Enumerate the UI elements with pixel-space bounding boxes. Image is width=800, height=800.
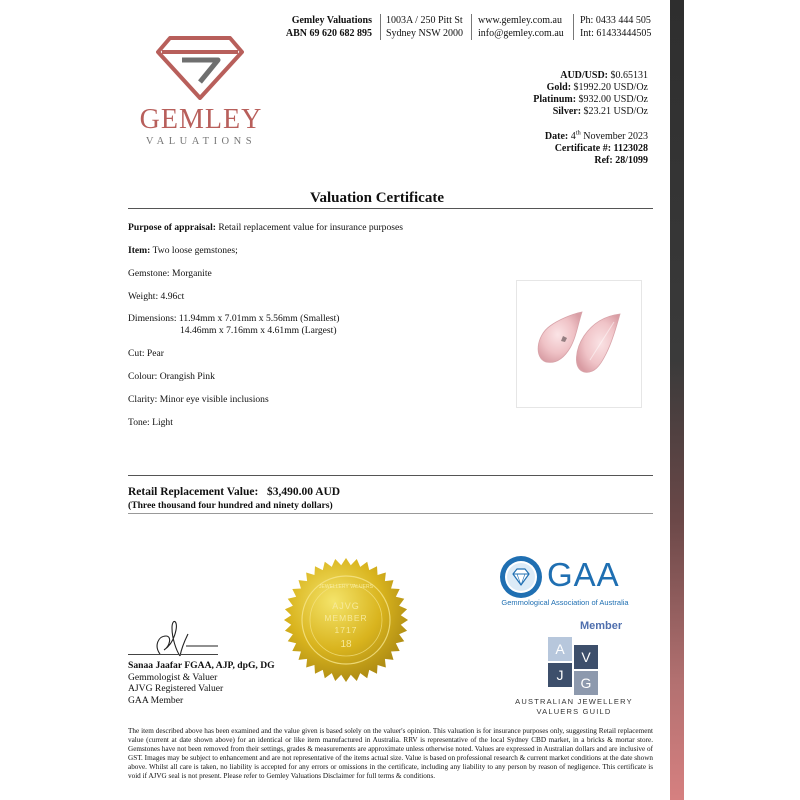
side-gradient-bar — [670, 0, 684, 800]
page-title: Valuation Certificate — [309, 190, 444, 206]
gemstone-weight: Weight: 4.96ct — [128, 291, 185, 302]
header-divider — [573, 14, 574, 40]
retail-value-in-words: (Three thousand four hundred and ninety dollars) — [128, 500, 333, 511]
gemstone-colour: Colour: Orangish Pink — [128, 371, 215, 382]
certificate-info-block — [440, 131, 648, 167]
logo-tagline: VALUATIONS — [145, 136, 257, 147]
title-divider — [128, 208, 653, 209]
logo-wordmark: GEMLEY — [139, 104, 263, 135]
gold-rate: Gold: $1992.20 USD/Oz — [546, 82, 648, 93]
gemstone-dimensions-smallest: Dimensions: 11.94mm x 7.01mm x 5.56mm (Smallest) — [128, 313, 340, 324]
certificate-date: Date: 4th November 2023 — [544, 129, 648, 142]
gemstone-tone: Tone: Light — [128, 417, 173, 428]
retail-top-divider — [128, 475, 653, 476]
gaa-subtitle: Gemmological Association of Australia — [501, 598, 629, 607]
seal-ring-text: JEWELLERY VALUERS — [319, 584, 373, 590]
signature-line — [128, 654, 218, 655]
metal-rates-block — [440, 70, 648, 118]
phone-number: Ph: 0433 444 505 — [580, 15, 651, 26]
website-link[interactable]: www.gemley.com.au — [478, 15, 562, 26]
retail-bottom-divider — [128, 513, 653, 514]
header-phone-block — [580, 14, 670, 40]
header-web-block — [478, 14, 573, 40]
gemstone-photo — [516, 280, 642, 408]
ajvg-member-label: Member — [580, 620, 623, 632]
address-line-2: Sydney NSW 2000 — [386, 28, 464, 39]
signer-name: Sanaa Jaafar FGAA, AJP, dpG, DG — [128, 660, 275, 671]
ajvg-tile-j: J — [548, 663, 572, 687]
signer-role-3: GAA Member — [128, 694, 184, 706]
ajvg-caption-line-2: VALUERS GUILD — [536, 707, 612, 716]
item-description: Item: Two loose gemstones; — [128, 245, 238, 256]
header-divider — [471, 14, 472, 40]
seal-line-1: AJVG — [332, 601, 360, 611]
signer-role-2: AJVG Registered Valuer — [128, 683, 224, 694]
retail-value-label: Retail Replacement Value: — [128, 486, 259, 498]
certificate-number: Certificate #: 1123028 — [554, 143, 648, 154]
ajvg-tile-a: A — [548, 637, 572, 661]
silver-rate: Silver: $23.21 USD/Oz — [552, 106, 648, 117]
intl-phone-number: Int: 61433444505 — [580, 28, 652, 39]
ajvg-caption-line-1: AUSTRALIAN JEWELLERY — [515, 697, 633, 706]
ajvg-logo-grid — [548, 637, 600, 689]
retail-value-amount: $3,490.00 AUD — [266, 486, 341, 498]
gemstone-type: Gemstone: Morganite — [128, 268, 212, 279]
gemstone-cut: Cut: Pear — [128, 348, 164, 359]
seal-line-3: 1717 — [334, 625, 358, 635]
header-address-block — [386, 14, 476, 40]
signature-icon — [140, 616, 220, 662]
company-abn: ABN 69 620 682 895 — [285, 28, 372, 39]
certificate-ref: Ref: 28/1099 — [594, 155, 648, 166]
gemstone-clarity: Clarity: Minor eye visible inclusions — [128, 394, 269, 405]
gemstone-dimensions-largest: 14.46mm x 7.16mm x 4.61mm (Largest) — [180, 325, 337, 336]
ajvg-tile-g: G — [574, 671, 598, 695]
seal-line-2: MEMBER — [324, 613, 368, 623]
gaa-wordmark: GAA — [547, 556, 620, 593]
gaa-emblem-icon — [498, 554, 544, 600]
header-divider — [380, 14, 381, 40]
seal-line-4: 18 — [340, 639, 352, 650]
platinum-rate: Platinum: $932.00 USD/Oz — [533, 94, 648, 105]
company-name: Gemley Valuations — [291, 15, 372, 26]
signer-role-1: Gemmologist & Valuer — [128, 671, 218, 683]
purpose-of-appraisal: Purpose of appraisal: Retail replacement value for insurance purposes — [128, 222, 403, 233]
ajvg-caption — [500, 697, 648, 717]
ajvg-gold-seal-icon — [283, 557, 409, 683]
gemley-diamond-logo-icon — [156, 36, 244, 100]
retail-replacement-value — [128, 486, 340, 498]
aud-usd-rate: AUD/USD: $0.65131 — [560, 70, 648, 81]
disclaimer-text: The item described above has been examined and the value given is based solely on the valuer's opinion. This valuation is for insurance purposes only, suggesting Retail replacement value (current at date shown above) for an identical or like item manufactured in Australia. RRV is representative of the local Sydney CBD market, in a bricks & mortar store. Gemstones have not been removed from their settings, grades & measurements are approximate unless otherwise noted. Values are expressed in Australian dollars and are inclusive of GST. Images may be subject to enhancement and are not representative of the items actual size. Value is based on professional research & current market conditions at the date shown above. Whilst all care is taken, no liability is accepted for any errors or omissions in the certificate, including any liability to any person by reason of negligence. This certificate is void if AJVG seal is not present. Please refer to Gemley Valuations Disclaimer for full terms & conditions. — [128, 727, 653, 780]
signer-block — [128, 660, 275, 706]
ajvg-tile-v: V — [574, 645, 598, 669]
address-line-1: 1003A / 250 Pitt St — [386, 15, 463, 26]
header-company-block — [250, 14, 372, 40]
email-link[interactable]: info@gemley.com.au — [478, 28, 564, 39]
